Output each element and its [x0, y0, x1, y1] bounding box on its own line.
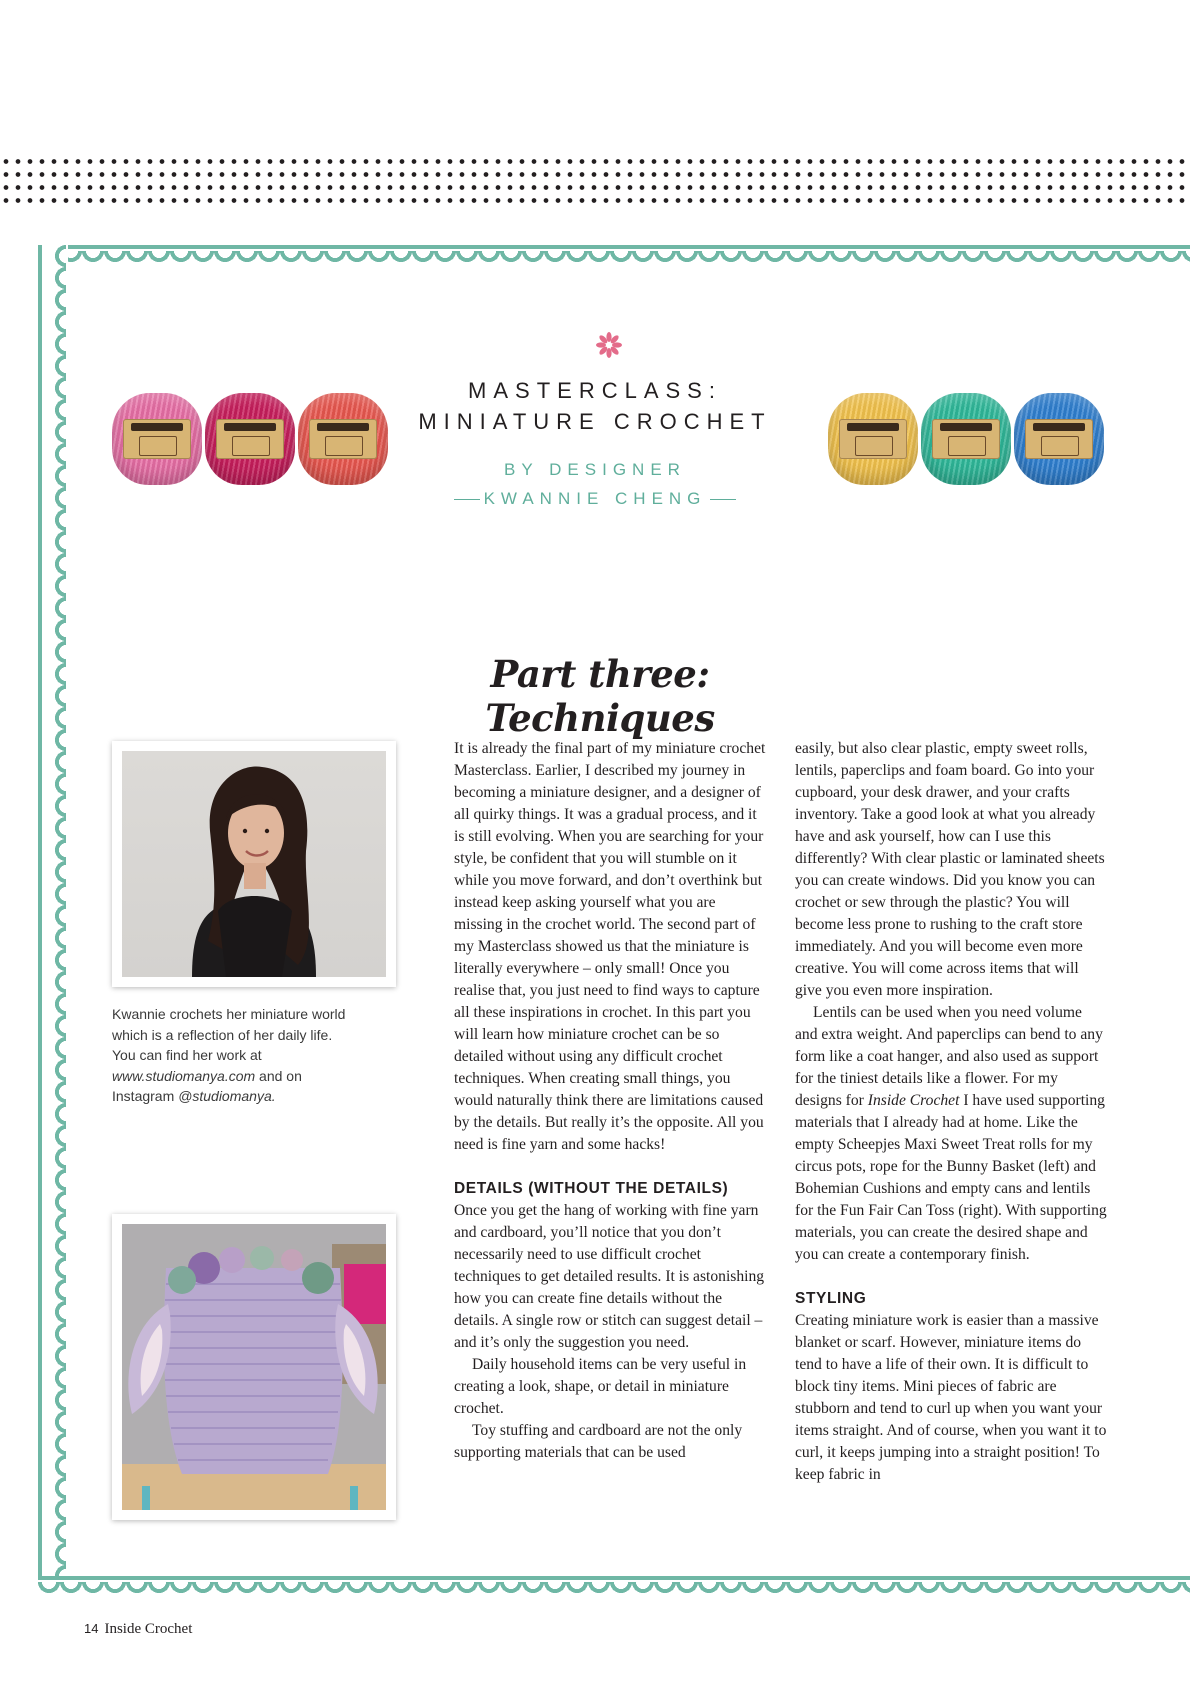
designer-name: KWANNIE CHENG: [483, 489, 707, 508]
article-paragraph: [795, 1002, 1107, 1266]
photo-caption: [112, 1004, 352, 1107]
caption-text-middle: and on Instagram: [112, 1067, 302, 1104]
article-column-2: [795, 738, 1107, 1486]
dot-pattern-band: [0, 155, 1190, 207]
article-paragraph: Daily household items can be very useful in creating a look, shape, or detail in miniature crochet.: [454, 1356, 747, 1417]
bunny-basket-photo: [112, 1214, 396, 1520]
article-paragraph: Toy stuffing and cardboard are not the only supporting materials that can be used: [454, 1422, 743, 1461]
designer-portrait-photo: [112, 741, 396, 987]
masterclass-title-line1: MASTERCLASS:: [468, 378, 722, 403]
masterclass-title: [400, 375, 790, 437]
dash-right: [710, 499, 736, 501]
caption-website: www.studiomanya.com: [112, 1067, 256, 1084]
page-number: 14: [84, 1621, 99, 1636]
yarn-ball: [828, 393, 918, 485]
yarn-ball: [921, 393, 1011, 485]
designer-byline: [400, 455, 790, 513]
article-column-1: [454, 738, 766, 1464]
yarn-ball: [112, 393, 202, 485]
paragraph-text: Lentils can be used when you need volume and extra weight. And paperclips can bend to any form like a coat hanger, and also used as support for the tiniest details like a flower. For my designs for: [795, 1004, 1103, 1109]
magazine-title-inline: Inside Crochet: [867, 1092, 960, 1109]
article-paragraph: Creating miniature work is easier than a massive blanket or scarf. However, miniature items do tend to have a life of their own. It is difficult to block tiny items. Mini pieces of fabric are stubborn and tend to curl up when you want your items straight. And of course, when you want it to curl, it keeps jumping into a straight position! To keep fabric in: [795, 1312, 1107, 1483]
part-title: Part three: Techniques: [485, 652, 715, 740]
border-left: [38, 245, 68, 1610]
basket-illustration: [122, 1224, 386, 1510]
caption-instagram: @studiomanya.: [178, 1088, 276, 1104]
portrait-illustration: [122, 751, 386, 977]
flower-ornament-icon: [594, 330, 624, 360]
page-footer: [84, 1621, 192, 1638]
section-heading-styling: STYLING: [795, 1290, 867, 1307]
section-heading-details: DETAILS (WITHOUT THE DETAILS): [454, 1180, 729, 1197]
article-paragraph: Once you get the hang of working with fine yarn and cardboard, you’ll notice that you don’t necessarily need to use difficult crochet techniques to get detailed results. It is astonishing how you can create fine details without the details. A single row or stitch can suggest detail – and it’s only the suggestion you need.: [454, 1202, 765, 1351]
dash-left: [454, 499, 480, 501]
designer-name-row: [400, 484, 790, 513]
border-top: [38, 245, 1190, 279]
yarn-ball: [205, 393, 295, 485]
article-paragraph: It is already the final part of my miniature crochet Masterclass. Earlier, I described my journey in becoming a miniature designer, and a designer of all quirky things. It was a gradual process, and it is still evolving. When you are searching for your style, be confident that you will stumble on it while you move forward, and don’t overthink but instead keep asking yourself what you are missing in the crochet world. The second part of my Masterclass showed us that the miniature is literally everywhere – only small! Once you realise that, you just need to find ways to capture all these inspirations in crochet. In this part you will learn how miniature crochet can be so detailed without using any difficult crochet techniques. When creating small things, you would naturally think there are limitations caused by the details. But really it’s the opposite. All you need is fine yarn and some hacks!: [454, 740, 766, 1153]
article-paragraph: easily, but also clear plastic, empty sweet rolls, lentils, paperclips and foam board. Go into your cupboard, your desk drawer, and your crafts inventory. Take a good look at what you already have and ask yourself, how can I use this differently? With clear plastic or laminated sheets you can create windows. Did you know you can crochet or sew through the plastic? You will become less prone to rushing to the craft store immediately. And you will become even more creative. You will come across items that will give you even more inspiration.: [795, 740, 1105, 999]
yarn-ball: [1014, 393, 1104, 485]
magazine-name: Inside Crochet: [104, 1621, 193, 1637]
yarn-balls-left: [112, 393, 388, 489]
paragraph-text: I have used supporting materials that I already had at home. Like the empty Scheepjes Maxi Sweet Treat rolls for my circus pots, rope for the Bunny Basket (left) and Bohemian Cushions and empty cans and lentils for the Fun Fair Can Toss (right). With supporting materials, you can create the desired shape and you can create a contemporary finish.: [795, 1092, 1107, 1263]
by-designer-label: BY DESIGNER: [504, 460, 686, 479]
caption-text: Kwannie crochets her miniature world which is a reflection of her daily life. You can find her work at: [112, 1006, 346, 1063]
masterclass-title-line2: MINIATURE CROCHET: [418, 409, 772, 434]
yarn-balls-right: [828, 393, 1104, 489]
border-bottom: [38, 1576, 1190, 1610]
yarn-ball: [298, 393, 388, 485]
